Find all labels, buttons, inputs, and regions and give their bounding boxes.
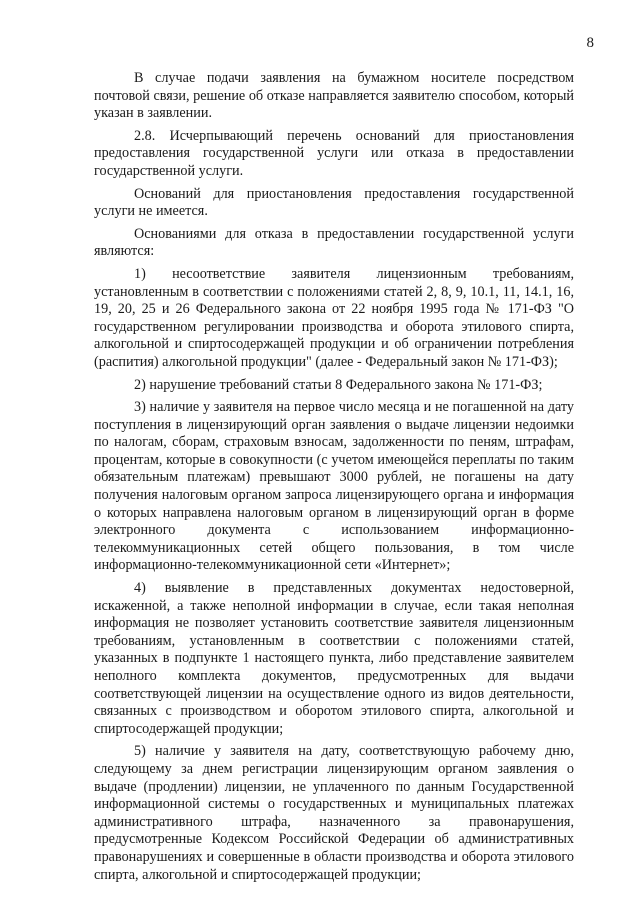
list-item-4: 4) выявление в представленных документах недостоверной, искаженной, а также неполной информации в случае, если такая неполная информация не позволяет установить соответствие заявителя лицензионным требованиям, установленным в соответствии с положениями статей, указанных в подпункте 1 настоящего пункта, либо представление заявителем неполного комплекта документов, предусмотренных для выдачи соответствующей лицензии на осуществление одного из видов деятельности, связанных с производством и оборотом этилового спирта, алкогольной и спиртосодержащей продукции; <box>94 580 574 737</box>
paragraph-refusal-grounds-intro: Основаниями для отказа в предоставлении государственной услуги являются: <box>94 225 574 260</box>
paragraph-section-2-8-heading: 2.8. Исчерпывающий перечень оснований для приостановления предоставления государственной услуги или отказа в предоставлении государственной услуги. <box>94 127 574 179</box>
document-body <box>94 70 574 889</box>
paragraph-no-suspension-grounds: Оснований для приостановления предоставления государственной услуги не имеется. <box>94 185 574 220</box>
list-item-2: 2) нарушение требований статьи 8 Федерального закона № 171-ФЗ; <box>134 376 543 393</box>
page-number: 8 <box>586 35 594 51</box>
paragraph-paper-submission: В случае подачи заявления на бумажном носителе посредством почтовой связи, решение об отказе направляется заявителю способом, который указан в заявлении. <box>94 70 574 122</box>
list-item-1: 1) несоответствие заявителя лицензионным требованиям, установленным в соответствии с положениями статей 2, 8, 9, 10.1, 11, 14.1, 16, 19, 20, 25 и 26 Федерального закона от 22 ноября 1995 года № 171-ФЗ "О государственном регулировании производства и оборота этилового спирта, алкогольной и спиртосодержащей продукции и об ограничении потребления (распития) алкогольной продукции" (далее - Федеральный закон № 171-ФЗ); <box>94 265 574 370</box>
list-item-5: 5) наличие у заявителя на дату, соответствующую рабочему дню, следующему за днем регистрации лицензирующим органом заявления о выдаче (продлении) лицензии, не уплаченного по данным Государственной информационной системы о государственных и муниципальных платежах административного штрафа, назначенного за правонарушения, предусмотренные Кодексом Российской Федерации об административных правонарушениях и совершенные в области производства и оборота этилового спирта, алкогольной и спиртосодержащей продукции; <box>94 743 574 883</box>
list-item-3: 3) наличие у заявителя на первое число месяца и не погашенной на дату поступления в лицензирующий орган заявления о выдаче лицензии недоимки по налогам, сборам, страховым взносам, задолженности по пеням, штрафам, процентам, которые в совокупности (с учетом имеющейся переплаты по таким обязательным платежам) превышают 3000 рублей, не погашены на дату получения налоговым органом запроса лицензирующего органа и информация о которых направлена налоговым органом в лицензирующий орган в форме электронного документа с использованием информационно-телекоммуникационных сетей общего пользования, в том числе информационно-телекоммуникационной сети «Интернет»; <box>94 399 574 574</box>
